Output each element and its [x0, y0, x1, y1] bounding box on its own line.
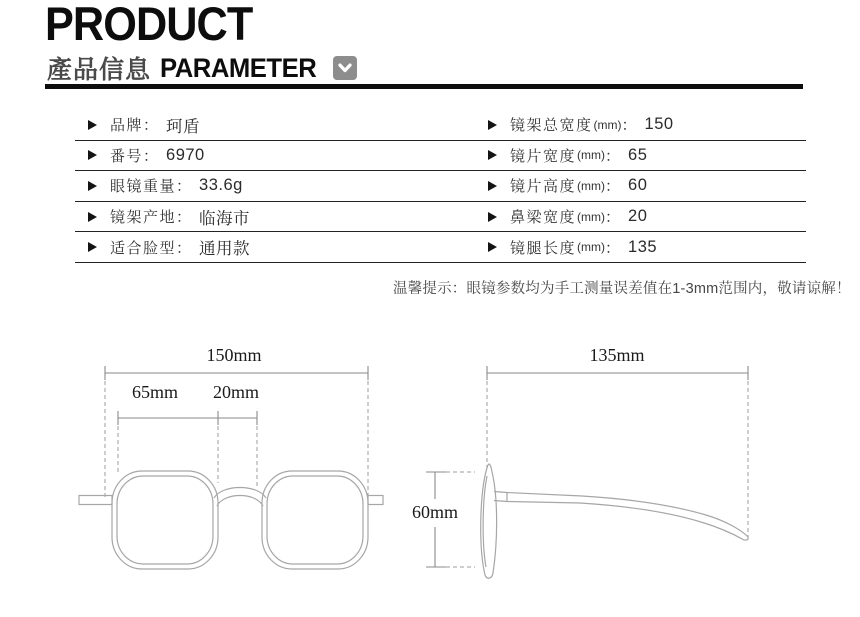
dim-label-total-width: 150mm	[206, 345, 262, 365]
table-row	[75, 202, 806, 233]
param-value: 珂盾	[166, 117, 201, 136]
table-row	[75, 232, 806, 263]
param-bridge-width	[488, 206, 806, 227]
param-unit: (mm)	[577, 240, 605, 255]
param-colon: ：	[605, 209, 621, 227]
param-label: 镜架总宽度	[510, 117, 593, 135]
param-label: 镜腿长度	[510, 239, 577, 257]
param-value: 20	[628, 207, 648, 226]
table-row	[75, 110, 806, 141]
glasses-side-view	[481, 464, 749, 578]
chevron-down-icon	[335, 58, 355, 78]
section-title: PRODUCT	[45, 0, 253, 50]
param-origin	[75, 205, 488, 229]
param-temple-length	[488, 237, 806, 258]
dim-label-lens-width: 65mm	[131, 382, 178, 402]
dim-label-lens-height: 60mm	[411, 502, 458, 522]
param-label: 眼镜重量	[110, 178, 177, 196]
param-colon: ：	[143, 117, 159, 135]
param-weight	[75, 175, 488, 196]
bullet-arrow-icon	[88, 212, 97, 222]
bullet-arrow-icon	[88, 242, 97, 252]
param-colon: ：	[176, 239, 192, 257]
param-value: 临海市	[199, 209, 251, 228]
param-frame-total-width	[488, 114, 806, 135]
param-label: 镜片高度	[510, 178, 577, 196]
bullet-arrow-icon	[488, 150, 497, 160]
header-divider	[45, 84, 803, 89]
section-subtitle-en: PARAMETER	[160, 52, 317, 83]
bullet-arrow-icon	[88, 120, 97, 130]
param-unit: (mm)	[577, 209, 605, 224]
param-lens-width	[488, 145, 806, 166]
measurement-disclaimer: 温馨提示：眼镜参数均为手工测量误差值在1-3mm范围内，敬请谅解！	[393, 281, 851, 297]
param-colon: ：	[143, 147, 159, 165]
param-colon: ：	[176, 178, 192, 196]
table-row	[75, 141, 806, 172]
section-header	[45, 0, 317, 84]
param-label: 适合脸型	[110, 239, 177, 257]
dim-label-bridge-width: 20mm	[212, 382, 259, 402]
param-label: 镜架产地	[110, 209, 177, 227]
section-subtitle-cn: 產品信息	[47, 56, 152, 84]
param-label: 鼻梁宽度	[510, 209, 577, 227]
param-colon: ：	[176, 209, 192, 227]
param-label: 镜片宽度	[510, 147, 577, 165]
bullet-arrow-icon	[488, 212, 497, 222]
dimension-diagrams	[60, 335, 820, 613]
param-colon: ：	[605, 178, 621, 196]
param-value: 150	[644, 115, 674, 134]
param-value: 6970	[166, 145, 205, 164]
param-value: 135	[628, 237, 658, 256]
bullet-arrow-icon	[88, 150, 97, 160]
param-unit: (mm)	[577, 148, 605, 163]
param-value: 65	[628, 145, 648, 164]
glasses-front-view	[79, 471, 383, 569]
param-model-number	[75, 145, 488, 166]
table-row	[75, 171, 806, 202]
param-face-shape	[75, 235, 488, 259]
param-value: 通用款	[199, 240, 251, 259]
bullet-arrow-icon	[88, 181, 97, 191]
param-colon: ：	[605, 147, 621, 165]
bullet-arrow-icon	[488, 242, 497, 252]
expand-toggle-button[interactable]	[333, 56, 357, 80]
bullet-arrow-icon	[488, 120, 497, 130]
param-value: 33.6g	[199, 176, 243, 195]
dim-label-temple-length: 135mm	[589, 345, 645, 365]
param-value: 60	[628, 176, 648, 195]
bullet-arrow-icon	[488, 181, 497, 191]
param-unit: (mm)	[593, 117, 622, 132]
glasses-dimension-drawing	[60, 335, 820, 613]
param-colon: ：	[621, 117, 637, 135]
param-lens-height	[488, 175, 806, 196]
param-label: 品牌	[110, 117, 144, 135]
param-colon: ：	[605, 239, 621, 257]
param-label: 番号	[110, 147, 144, 165]
param-brand	[75, 113, 488, 137]
parameter-table	[75, 110, 806, 263]
param-unit: (mm)	[577, 178, 605, 193]
